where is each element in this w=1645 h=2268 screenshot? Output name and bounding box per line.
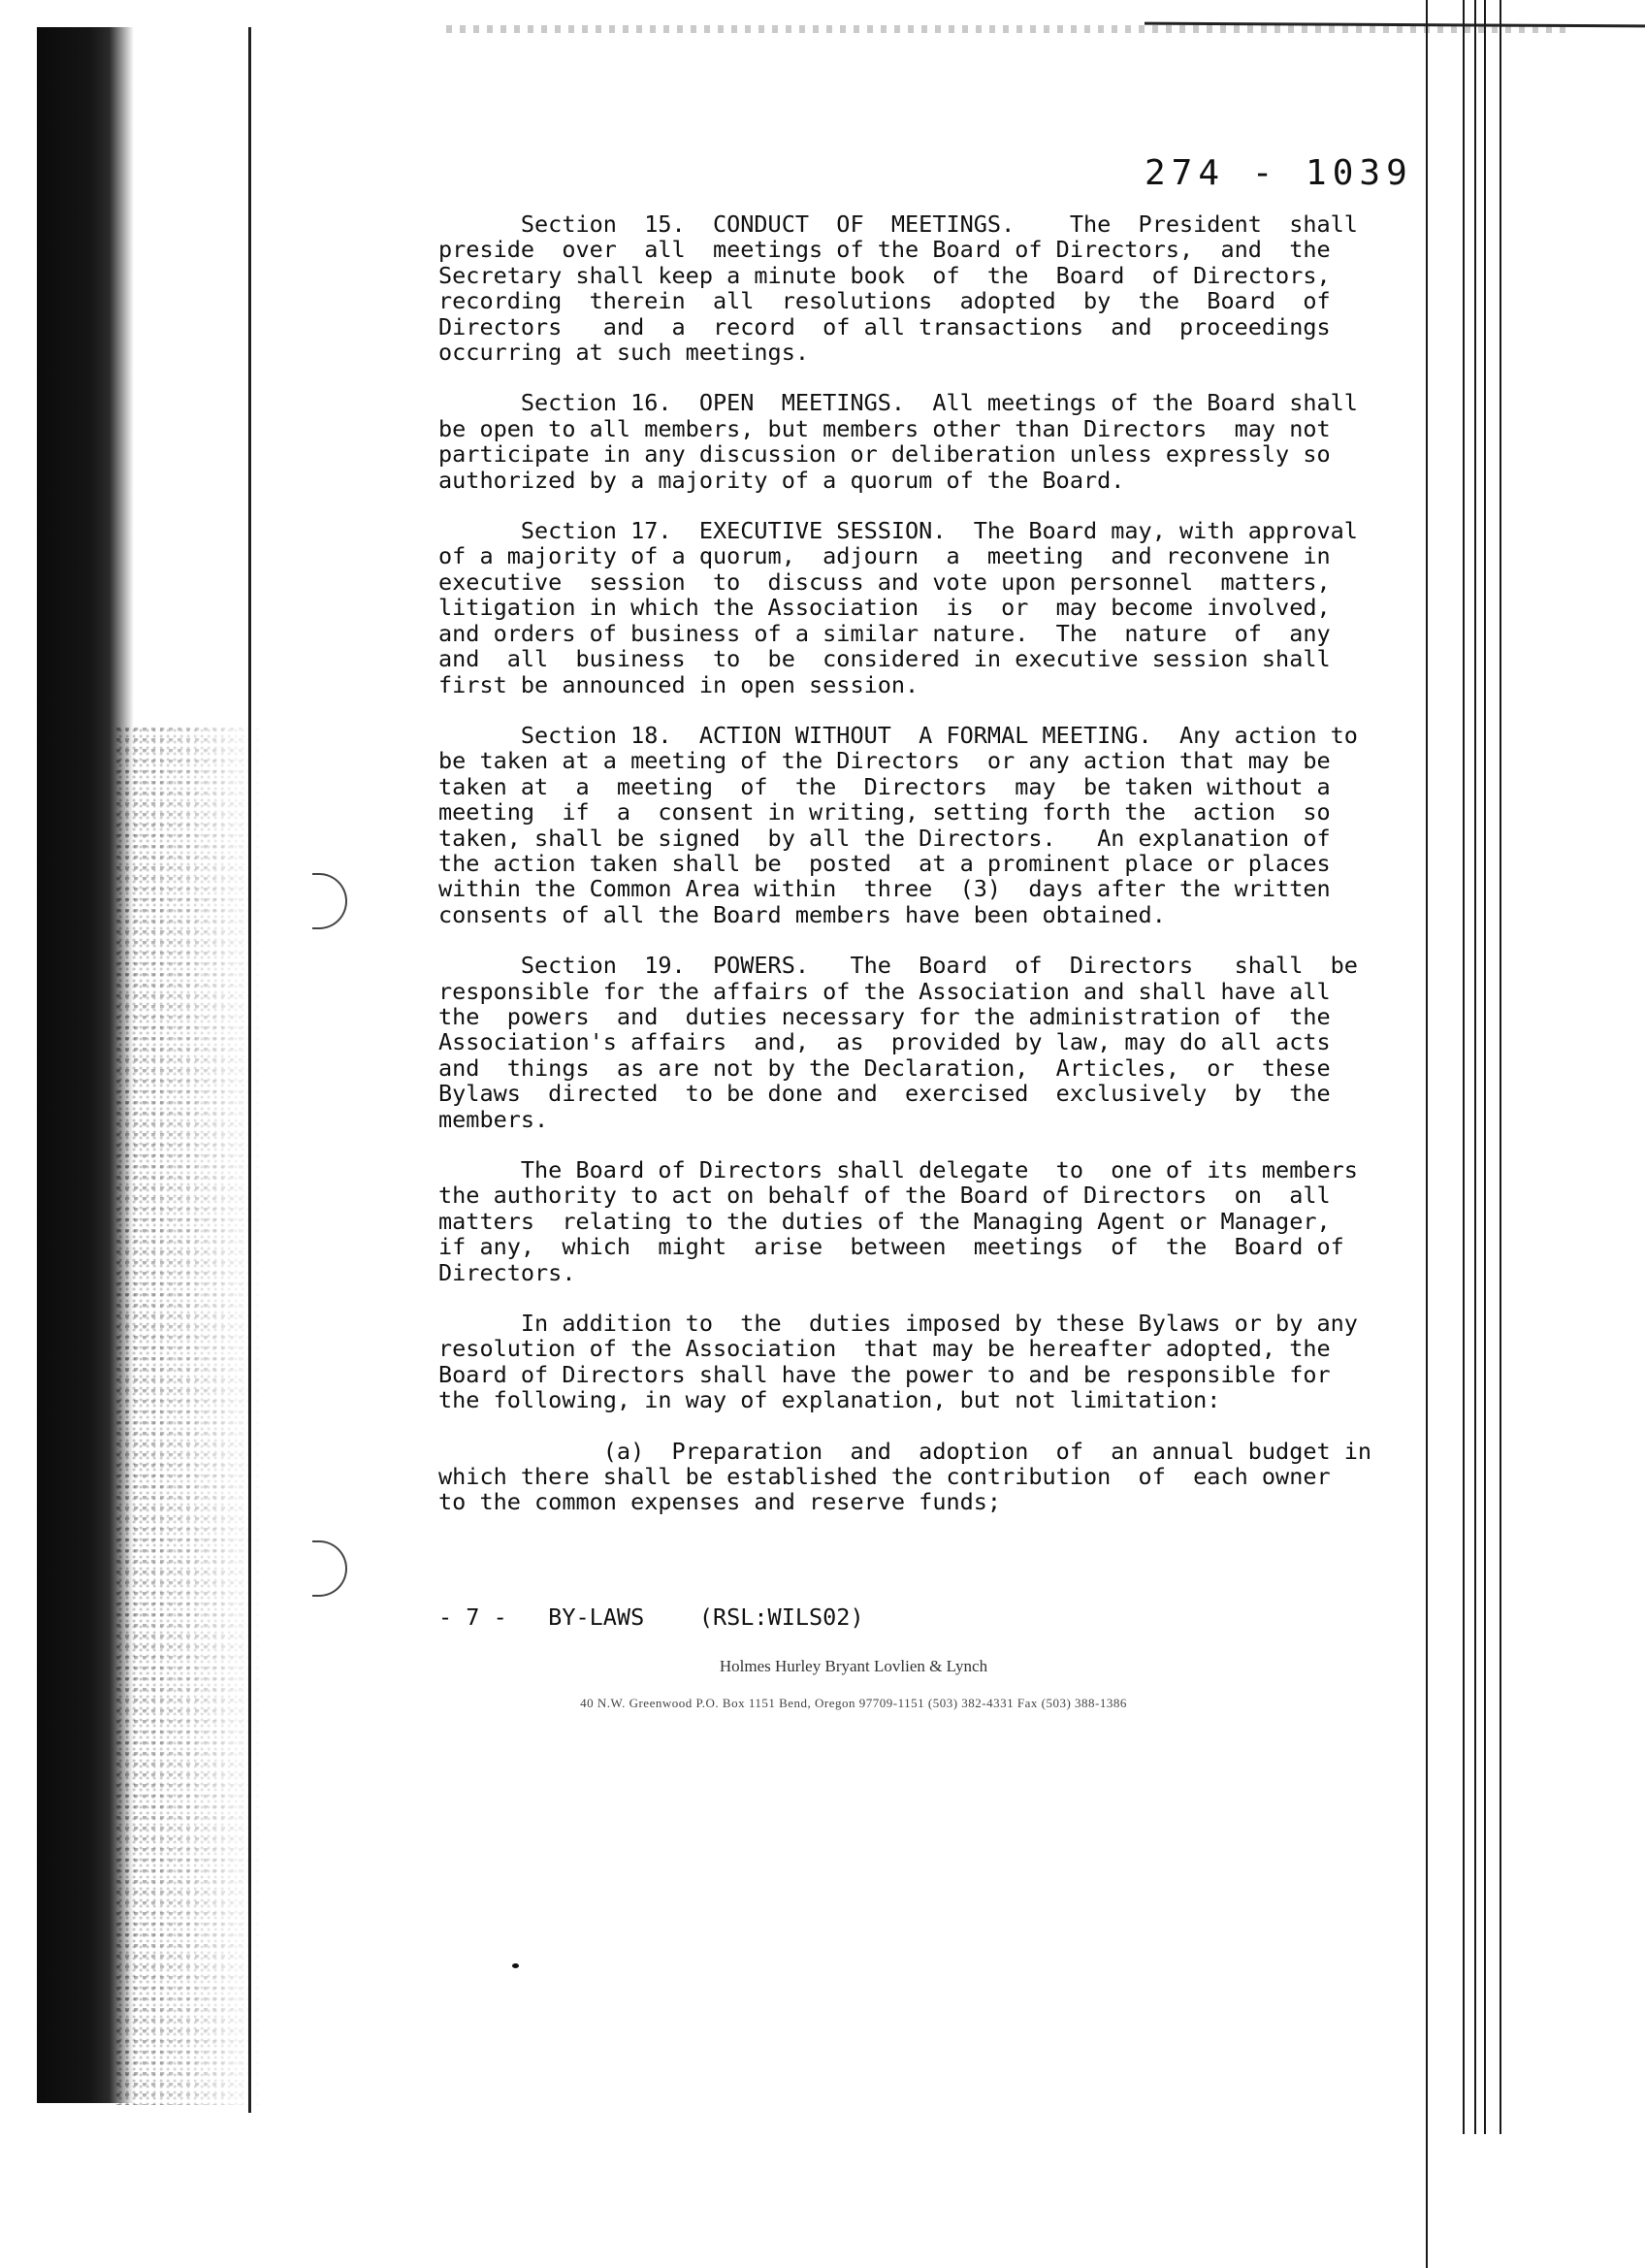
text-line: Directors and a record of all transactions and proceedings [438, 312, 1331, 340]
text-line: be open to all members, but members other than Directors may not [438, 414, 1331, 442]
text-line: first be announced in open session. [438, 670, 919, 698]
text-line: consents of all the Board members have been obtained. [438, 900, 1166, 928]
text-line: participate in any discussion or deliberation unless expressly so [438, 440, 1331, 469]
scan-right-rule [1500, 0, 1501, 2134]
punch-hole [312, 1540, 347, 1597]
paragraph-additional-duties [438, 1311, 1467, 1413]
text-line: and orders of business of a similar nature. The nature of any [438, 619, 1331, 647]
text-line: Section 16. OPEN MEETINGS. All meetings of the Board shall [438, 389, 1358, 417]
scan-speckle-noise [116, 728, 262, 2105]
text-line: the following, in way of explanation, but not limitation: [438, 1386, 1221, 1414]
paragraph-section-17 [438, 518, 1467, 697]
text-line: the powers and duties necessary for the administration of the [438, 1002, 1331, 1030]
text-line: In addition to the duties imposed by these Bylaws or by any [438, 1310, 1358, 1338]
text-line: Secretary shall keep a minute book of the Board of Directors, [438, 261, 1331, 289]
text-line: if any, which might arise between meetings of the Board of [438, 1233, 1344, 1261]
text-line: Association's affairs and, as provided by law, may do all acts [438, 1028, 1331, 1056]
law-firm-name: Holmes Hurley Bryant Lovlien & Lynch [719, 1657, 988, 1675]
text-line: Section 18. ACTION WITHOUT A FORMAL MEETING. Any action to [438, 721, 1358, 749]
text-line: occurring at such meetings. [438, 339, 810, 367]
text-line: Board of Directors shall have the power to and be responsible for [438, 1360, 1331, 1388]
text-line: members. [438, 1105, 549, 1133]
paragraph-section-18 [438, 723, 1467, 927]
text-line: preside over all meetings of the Board of Directors, and the [438, 236, 1331, 264]
text-line: Section 17. EXECUTIVE SESSION. The Board may, with approval [438, 517, 1358, 545]
text-line: the action taken shall be posted at a prominent place or places [438, 849, 1331, 877]
text-line: resolution of the Association that may be hereafter adopted, the [438, 1335, 1331, 1363]
text-line: matters relating to the duties of the Managing Agent or Manager, [438, 1207, 1331, 1235]
scan-speck [512, 1963, 519, 1968]
text-line: executive session to discuss and vote upon personnel matters, [438, 567, 1331, 596]
text-line: and all business to be considered in executive session shall [438, 645, 1331, 673]
text-line: the authority to act on behalf of the Board of Directors on all [438, 1182, 1331, 1210]
paragraph-delegate [438, 1157, 1467, 1285]
punch-hole [312, 873, 347, 929]
text-line: responsible for the affairs of the Association and shall have all [438, 977, 1331, 1005]
text-line: The Board of Directors shall delegate to one of its members [438, 1156, 1358, 1183]
text-line: litigation in which the Association is or may become involved, [438, 594, 1331, 622]
paragraph-section-16 [438, 390, 1467, 493]
text-line: Section 19. POWERS. The Board of Directors shall be [438, 952, 1358, 980]
scan-right-rule [1474, 0, 1476, 2134]
text-line: taken at a meeting of the Directors may be taken without a [438, 772, 1331, 800]
paragraph-section-19 [438, 953, 1467, 1132]
scan-top-smudge [446, 25, 1571, 33]
document-page-stamp: 274 - 1039 [1145, 153, 1413, 193]
text-line: Section 15. CONDUCT OF MEETINGS. The President shall [438, 211, 1358, 238]
text-line: Bylaws directed to be done and exercised exclusively by the [438, 1080, 1331, 1108]
text-line: to the common expenses and reserve funds; [438, 1488, 1002, 1516]
text-line: Directors. [438, 1258, 576, 1286]
paragraph-item-a [438, 1439, 1467, 1515]
scan-left-rule [248, 27, 251, 2113]
text-line: and things as are not by the Declaration, Articles, or these [438, 1053, 1331, 1082]
text-line: recording therein all resolutions adopted by the Board of [438, 287, 1331, 315]
text-line: which there shall be established the contribution of each owner [438, 1463, 1331, 1491]
text-line: of a majority of a quorum, adjourn a meeting and reconvene in [438, 542, 1331, 570]
text-line: (a) Preparation and adoption of an annual budget in [438, 1437, 1372, 1465]
paragraph-section-15 [438, 211, 1467, 365]
law-firm-address: 40 N.W. Greenwood P.O. Box 1151 Bend, Oregon 97709-1151 (503) 382-4331 Fax (503) 388-1386 [580, 1696, 1127, 1710]
page-footer: - 7 - BY-LAWS (RSL:WILS02) [438, 1604, 864, 1631]
text-line: authorized by a majority of a quorum of the Board. [438, 466, 1125, 494]
bylaws-body [438, 211, 1467, 1540]
text-line: taken, shall be signed by all the Directors. An explanation of [438, 824, 1331, 852]
text-line: meeting if a consent in writing, setting forth the action so [438, 798, 1331, 826]
scan-right-rule [1484, 0, 1486, 2134]
text-line: be taken at a meeting of the Directors or any action that may be [438, 747, 1331, 775]
text-line: within the Common Area within three (3) days after the written [438, 875, 1331, 903]
